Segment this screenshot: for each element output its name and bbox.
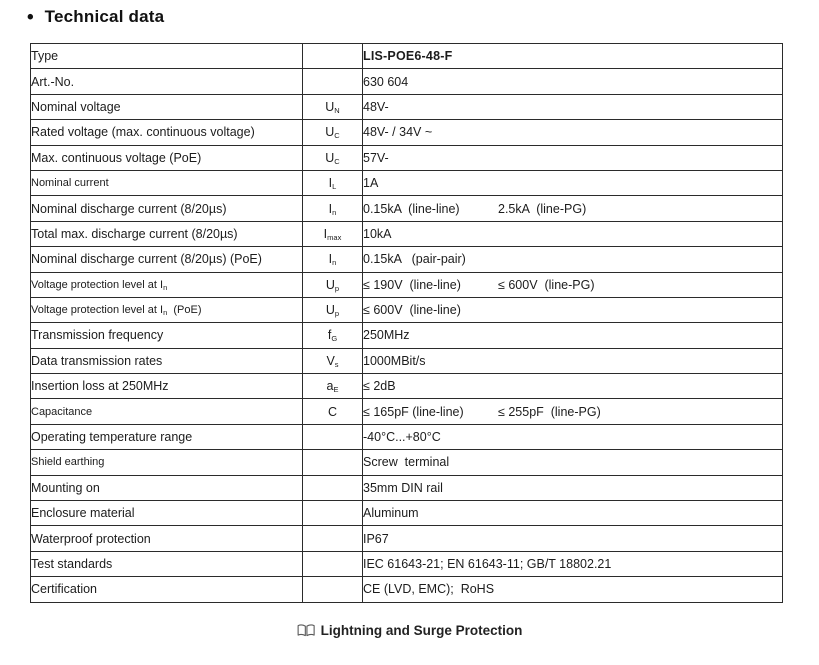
spec-value-part1: ≤ 190V (line-line) [363,277,461,292]
table-row [31,44,783,69]
spec-label-cell: Data transmission rates [31,348,303,373]
open-book-icon [297,624,315,637]
table-row [31,501,783,526]
spec-value-cell: 1000MBit/s [363,348,783,373]
spec-value-cell: 48V- / 34V ~ [363,120,783,145]
spec-label-cell: Test standards [31,551,303,576]
spec-label-cell: Insertion loss at 250MHz [31,374,303,399]
table-row [31,247,783,272]
spec-symbol-cell: $I_{max}$ [303,221,363,246]
spec-value-cell: CE (LVD, EMC); RoHS [363,577,783,602]
spec-symbol-cell: $a_E$ [303,374,363,399]
spec-value-cell [363,196,783,221]
spec-value-cell: LIS-POE6-48-F [363,44,783,69]
technical-data-rows [31,44,783,603]
spec-value-cell [363,272,783,297]
spec-label-cell: Rated voltage (max. continuous voltage) [31,120,303,145]
table-row [31,323,783,348]
spec-symbol-cell [303,501,363,526]
table-row [31,551,783,576]
spec-value-cell: Aluminum [363,501,783,526]
table-row [31,196,783,221]
spec-label-cell: Enclosure material [31,501,303,526]
spec-label-cell: Total max. discharge current (8/20µs) [31,221,303,246]
spec-symbol-cell [303,69,363,94]
spec-value-cell: 1A [363,170,783,195]
spec-label-cell: Nominal discharge current (8/20µs) (PoE) [31,247,303,272]
technical-data-table [30,43,783,603]
spec-symbol-cell [303,475,363,500]
spec-symbol-cell: $I_L$ [303,170,363,195]
footer-label: Lightning and Surge Protection [320,623,523,638]
spec-value-part2: ≤ 600V (line-PG) [498,277,595,292]
table-row [31,475,783,500]
section-heading [27,7,164,27]
spec-value-part1: 0.15kA (line-line) [363,201,460,216]
table-row [31,348,783,373]
footer-caption [297,623,523,638]
spec-symbol-cell: $U_p$ [303,297,363,322]
table-row [31,450,783,475]
spec-value-cell: 10kA [363,221,783,246]
table-row [31,170,783,195]
spec-value-cell: 57V- [363,145,783,170]
spec-symbol-cell: $U_C$ [303,120,363,145]
spec-value-cell: Screw terminal [363,450,783,475]
spec-value-cell: IP67 [363,526,783,551]
spec-symbol-cell [303,450,363,475]
spec-symbol-cell: C [303,399,363,424]
spec-symbol-cell: $U_C$ [303,145,363,170]
spec-label-cell: Shield earthing [31,450,303,475]
spec-value-part1: ≤ 165pF (line-line) [363,404,464,419]
spec-symbol-cell: $V_s$ [303,348,363,373]
spec-label-cell: Nominal current [31,170,303,195]
table-row [31,424,783,449]
spec-label-cell: Transmission frequency [31,323,303,348]
spec-value-cell: ≤ 2dB [363,374,783,399]
table-row [31,526,783,551]
spec-value-cell: 0.15kA (pair-pair) [363,247,783,272]
spec-symbol-cell [303,577,363,602]
table-row [31,94,783,119]
spec-label-cell: Mounting on [31,475,303,500]
table-row [31,374,783,399]
spec-symbol-cell [303,44,363,69]
spec-label-cell: Certification [31,577,303,602]
spec-label-cell: Capacitance [31,399,303,424]
spec-value-cell: 250MHz [363,323,783,348]
spec-symbol-cell: $U_N$ [303,94,363,119]
spec-label-cell: Nominal voltage [31,94,303,119]
table-row [31,272,783,297]
table-row [31,221,783,246]
spec-value-part2: ≤ 255pF (line-PG) [498,404,601,419]
table-row [31,577,783,602]
spec-value-cell: 48V- [363,94,783,119]
spec-value-cell: IEC 61643-21; EN 61643-11; GB/T 18802.21 [363,551,783,576]
bullet-icon: • [27,6,34,28]
page-title: Technical data [44,7,165,26]
spec-value-cell [363,399,783,424]
spec-label-cell: Voltage protection level at $I_n$ (PoE) [31,297,303,322]
spec-value-cell: 630 604 [363,69,783,94]
spec-value-part2: 2.5kA (line-PG) [498,201,587,216]
spec-label-cell: Operating temperature range [31,424,303,449]
spec-symbol-cell: $I_n$ [303,247,363,272]
table-row [31,297,783,322]
table-row [31,145,783,170]
spec-symbol-cell: $f_G$ [303,323,363,348]
spec-symbol-cell: $U_p$ [303,272,363,297]
spec-value-cell: -40°C...+80°C [363,424,783,449]
spec-symbol-cell: $I_n$ [303,196,363,221]
table-row [31,69,783,94]
spec-label-cell: Max. continuous voltage (PoE) [31,145,303,170]
spec-symbol-cell [303,424,363,449]
spec-value-cell: ≤ 600V (line-line) [363,297,783,322]
spec-label-cell: Art.-No. [31,69,303,94]
table-row [31,399,783,424]
spec-symbol-cell [303,526,363,551]
table-row [31,120,783,145]
spec-symbol-cell [303,551,363,576]
spec-label-cell: Nominal discharge current (8/20µs) [31,196,303,221]
spec-label-cell: Voltage protection level at $I_n$ [31,272,303,297]
spec-label-cell: Type [31,44,303,69]
spec-label-cell: Waterproof protection [31,526,303,551]
spec-value-cell: 35mm DIN rail [363,475,783,500]
